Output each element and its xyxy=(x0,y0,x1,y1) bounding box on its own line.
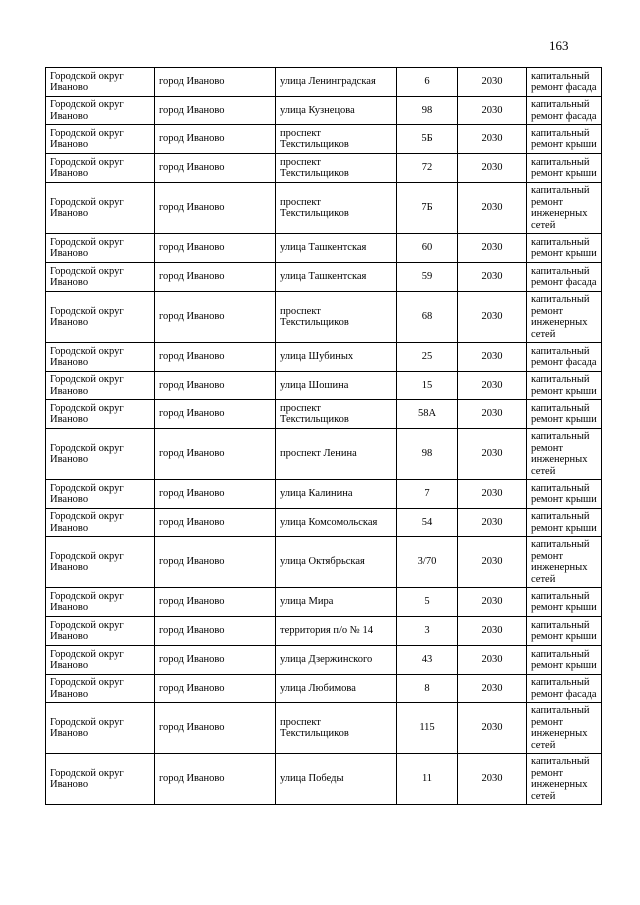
cell-year: 2030 xyxy=(458,183,527,234)
cell-year: 2030 xyxy=(458,537,527,588)
cell-city: город Иваново xyxy=(155,646,276,675)
cell-year: 2030 xyxy=(458,234,527,263)
table-row xyxy=(46,68,602,97)
cell-house-number: 15 xyxy=(397,372,458,400)
table-row xyxy=(46,97,602,125)
cell-district: Городской округ Иваново xyxy=(46,588,155,617)
cell-house-number: 60 xyxy=(397,234,458,263)
cell-year: 2030 xyxy=(458,154,527,183)
cell-city: город Иваново xyxy=(155,372,276,400)
table-row xyxy=(46,234,602,263)
table-row xyxy=(46,509,602,537)
cell-city: город Иваново xyxy=(155,754,276,805)
cell-city: город Иваново xyxy=(155,509,276,537)
cell-district: Городской округ Иваново xyxy=(46,234,155,263)
cell-city: город Иваново xyxy=(155,480,276,509)
cell-house-number: 59 xyxy=(397,263,458,292)
cell-house-number: 3/70 xyxy=(397,537,458,588)
cell-work-type: капитальный ремонт фасада xyxy=(527,263,602,292)
cell-house-number: 7Б xyxy=(397,183,458,234)
cell-year: 2030 xyxy=(458,617,527,646)
cell-district: Городской округ Иваново xyxy=(46,675,155,703)
cell-house-number: 98 xyxy=(397,429,458,480)
table-row xyxy=(46,480,602,509)
cell-street: улица Ленинградская xyxy=(276,68,397,97)
table-row xyxy=(46,154,602,183)
cell-work-type: капитальный ремонт крыши xyxy=(527,509,602,537)
table-row xyxy=(46,537,602,588)
cell-street: улица Шошина xyxy=(276,372,397,400)
cell-work-type: капитальный ремонт крыши xyxy=(527,234,602,263)
repair-schedule-table xyxy=(45,67,602,805)
cell-work-type: капитальный ремонт крыши xyxy=(527,125,602,154)
cell-district: Городской округ Иваново xyxy=(46,400,155,429)
cell-house-number: 58А xyxy=(397,400,458,429)
cell-district: Городской округ Иваново xyxy=(46,263,155,292)
cell-work-type: капитальный ремонт фасада xyxy=(527,68,602,97)
cell-district: Городской округ Иваново xyxy=(46,754,155,805)
table-body xyxy=(46,68,602,805)
cell-house-number: 72 xyxy=(397,154,458,183)
cell-street: улица Ташкентская xyxy=(276,234,397,263)
cell-work-type: капитальный ремонт инженерных сетей xyxy=(527,754,602,805)
cell-street: улица Калинина xyxy=(276,480,397,509)
cell-street: улица Октябрьская xyxy=(276,537,397,588)
cell-year: 2030 xyxy=(458,400,527,429)
cell-street: проспект Текстильщиков xyxy=(276,400,397,429)
cell-house-number: 3 xyxy=(397,617,458,646)
cell-city: город Иваново xyxy=(155,400,276,429)
cell-work-type: капитальный ремонт крыши xyxy=(527,646,602,675)
cell-year: 2030 xyxy=(458,97,527,125)
cell-year: 2030 xyxy=(458,754,527,805)
cell-district: Городской округ Иваново xyxy=(46,68,155,97)
cell-house-number: 115 xyxy=(397,703,458,754)
table-row xyxy=(46,263,602,292)
cell-work-type: капитальный ремонт инженерных сетей xyxy=(527,183,602,234)
page-number: 163 xyxy=(549,38,569,53)
cell-work-type: капитальный ремонт фасада xyxy=(527,97,602,125)
cell-house-number: 8 xyxy=(397,675,458,703)
cell-street: улица Мира xyxy=(276,588,397,617)
cell-year: 2030 xyxy=(458,292,527,343)
cell-district: Городской округ Иваново xyxy=(46,703,155,754)
cell-city: город Иваново xyxy=(155,97,276,125)
cell-street: улица Любимова xyxy=(276,675,397,703)
cell-year: 2030 xyxy=(458,646,527,675)
cell-street: проспект Текстильщиков xyxy=(276,183,397,234)
cell-district: Городской округ Иваново xyxy=(46,343,155,372)
cell-street: проспект Текстильщиков xyxy=(276,125,397,154)
cell-city: город Иваново xyxy=(155,292,276,343)
cell-street: проспект Текстильщиков xyxy=(276,154,397,183)
cell-city: город Иваново xyxy=(155,183,276,234)
cell-work-type: капитальный ремонт инженерных сетей xyxy=(527,537,602,588)
cell-district: Городской округ Иваново xyxy=(46,97,155,125)
cell-city: город Иваново xyxy=(155,234,276,263)
cell-year: 2030 xyxy=(458,509,527,537)
cell-district: Городской округ Иваново xyxy=(46,429,155,480)
cell-district: Городской округ Иваново xyxy=(46,372,155,400)
cell-city: город Иваново xyxy=(155,125,276,154)
cell-work-type: капитальный ремонт инженерных сетей xyxy=(527,703,602,754)
table-row xyxy=(46,372,602,400)
cell-year: 2030 xyxy=(458,588,527,617)
cell-house-number: 11 xyxy=(397,754,458,805)
table-row xyxy=(46,125,602,154)
table-row xyxy=(46,588,602,617)
cell-house-number: 68 xyxy=(397,292,458,343)
cell-city: город Иваново xyxy=(155,68,276,97)
cell-work-type: капитальный ремонт инженерных сетей xyxy=(527,292,602,343)
cell-year: 2030 xyxy=(458,703,527,754)
cell-year: 2030 xyxy=(458,343,527,372)
cell-district: Городской округ Иваново xyxy=(46,646,155,675)
cell-work-type: капитальный ремонт крыши xyxy=(527,617,602,646)
cell-house-number: 6 xyxy=(397,68,458,97)
table-row xyxy=(46,617,602,646)
cell-house-number: 98 xyxy=(397,97,458,125)
cell-street: проспект Текстильщиков xyxy=(276,703,397,754)
cell-house-number: 54 xyxy=(397,509,458,537)
cell-street: улица Ташкентская xyxy=(276,263,397,292)
cell-work-type: капитальный ремонт крыши xyxy=(527,154,602,183)
cell-district: Городской округ Иваново xyxy=(46,617,155,646)
cell-street: улица Кузнецова xyxy=(276,97,397,125)
cell-house-number: 5Б xyxy=(397,125,458,154)
cell-city: город Иваново xyxy=(155,429,276,480)
cell-city: город Иваново xyxy=(155,154,276,183)
cell-work-type: капитальный ремонт фасада xyxy=(527,675,602,703)
table-row xyxy=(46,754,602,805)
cell-district: Городской округ Иваново xyxy=(46,154,155,183)
cell-street: проспект Текстильщиков xyxy=(276,292,397,343)
table-row xyxy=(46,292,602,343)
table-row xyxy=(46,400,602,429)
cell-district: Городской округ Иваново xyxy=(46,125,155,154)
cell-year: 2030 xyxy=(458,675,527,703)
cell-work-type: капитальный ремонт крыши xyxy=(527,400,602,429)
cell-street: улица Комсомольская xyxy=(276,509,397,537)
cell-city: город Иваново xyxy=(155,537,276,588)
cell-street: территория п/о № 14 xyxy=(276,617,397,646)
cell-year: 2030 xyxy=(458,263,527,292)
cell-street: проспект Ленина xyxy=(276,429,397,480)
cell-city: город Иваново xyxy=(155,343,276,372)
cell-year: 2030 xyxy=(458,429,527,480)
cell-city: город Иваново xyxy=(155,263,276,292)
cell-city: город Иваново xyxy=(155,588,276,617)
cell-work-type: капитальный ремонт крыши xyxy=(527,372,602,400)
table-row xyxy=(46,343,602,372)
cell-house-number: 25 xyxy=(397,343,458,372)
cell-work-type: капитальный ремонт фасада xyxy=(527,343,602,372)
table-row xyxy=(46,675,602,703)
cell-street: улица Шубиных xyxy=(276,343,397,372)
cell-district: Городской округ Иваново xyxy=(46,509,155,537)
cell-work-type: капитальный ремонт крыши xyxy=(527,588,602,617)
cell-year: 2030 xyxy=(458,68,527,97)
cell-year: 2030 xyxy=(458,125,527,154)
cell-year: 2030 xyxy=(458,372,527,400)
table-row xyxy=(46,183,602,234)
cell-district: Городской округ Иваново xyxy=(46,537,155,588)
cell-house-number: 43 xyxy=(397,646,458,675)
cell-year: 2030 xyxy=(458,480,527,509)
cell-district: Городской округ Иваново xyxy=(46,292,155,343)
cell-district: Городской округ Иваново xyxy=(46,183,155,234)
table-row xyxy=(46,429,602,480)
cell-work-type: капитальный ремонт инженерных сетей xyxy=(527,429,602,480)
cell-district: Городской округ Иваново xyxy=(46,480,155,509)
table-row xyxy=(46,646,602,675)
table-row xyxy=(46,703,602,754)
cell-house-number: 7 xyxy=(397,480,458,509)
cell-city: город Иваново xyxy=(155,617,276,646)
cell-street: улица Дзержинского xyxy=(276,646,397,675)
cell-city: город Иваново xyxy=(155,675,276,703)
cell-street: улица Победы xyxy=(276,754,397,805)
cell-house-number: 5 xyxy=(397,588,458,617)
cell-city: город Иваново xyxy=(155,703,276,754)
cell-work-type: капитальный ремонт крыши xyxy=(527,480,602,509)
